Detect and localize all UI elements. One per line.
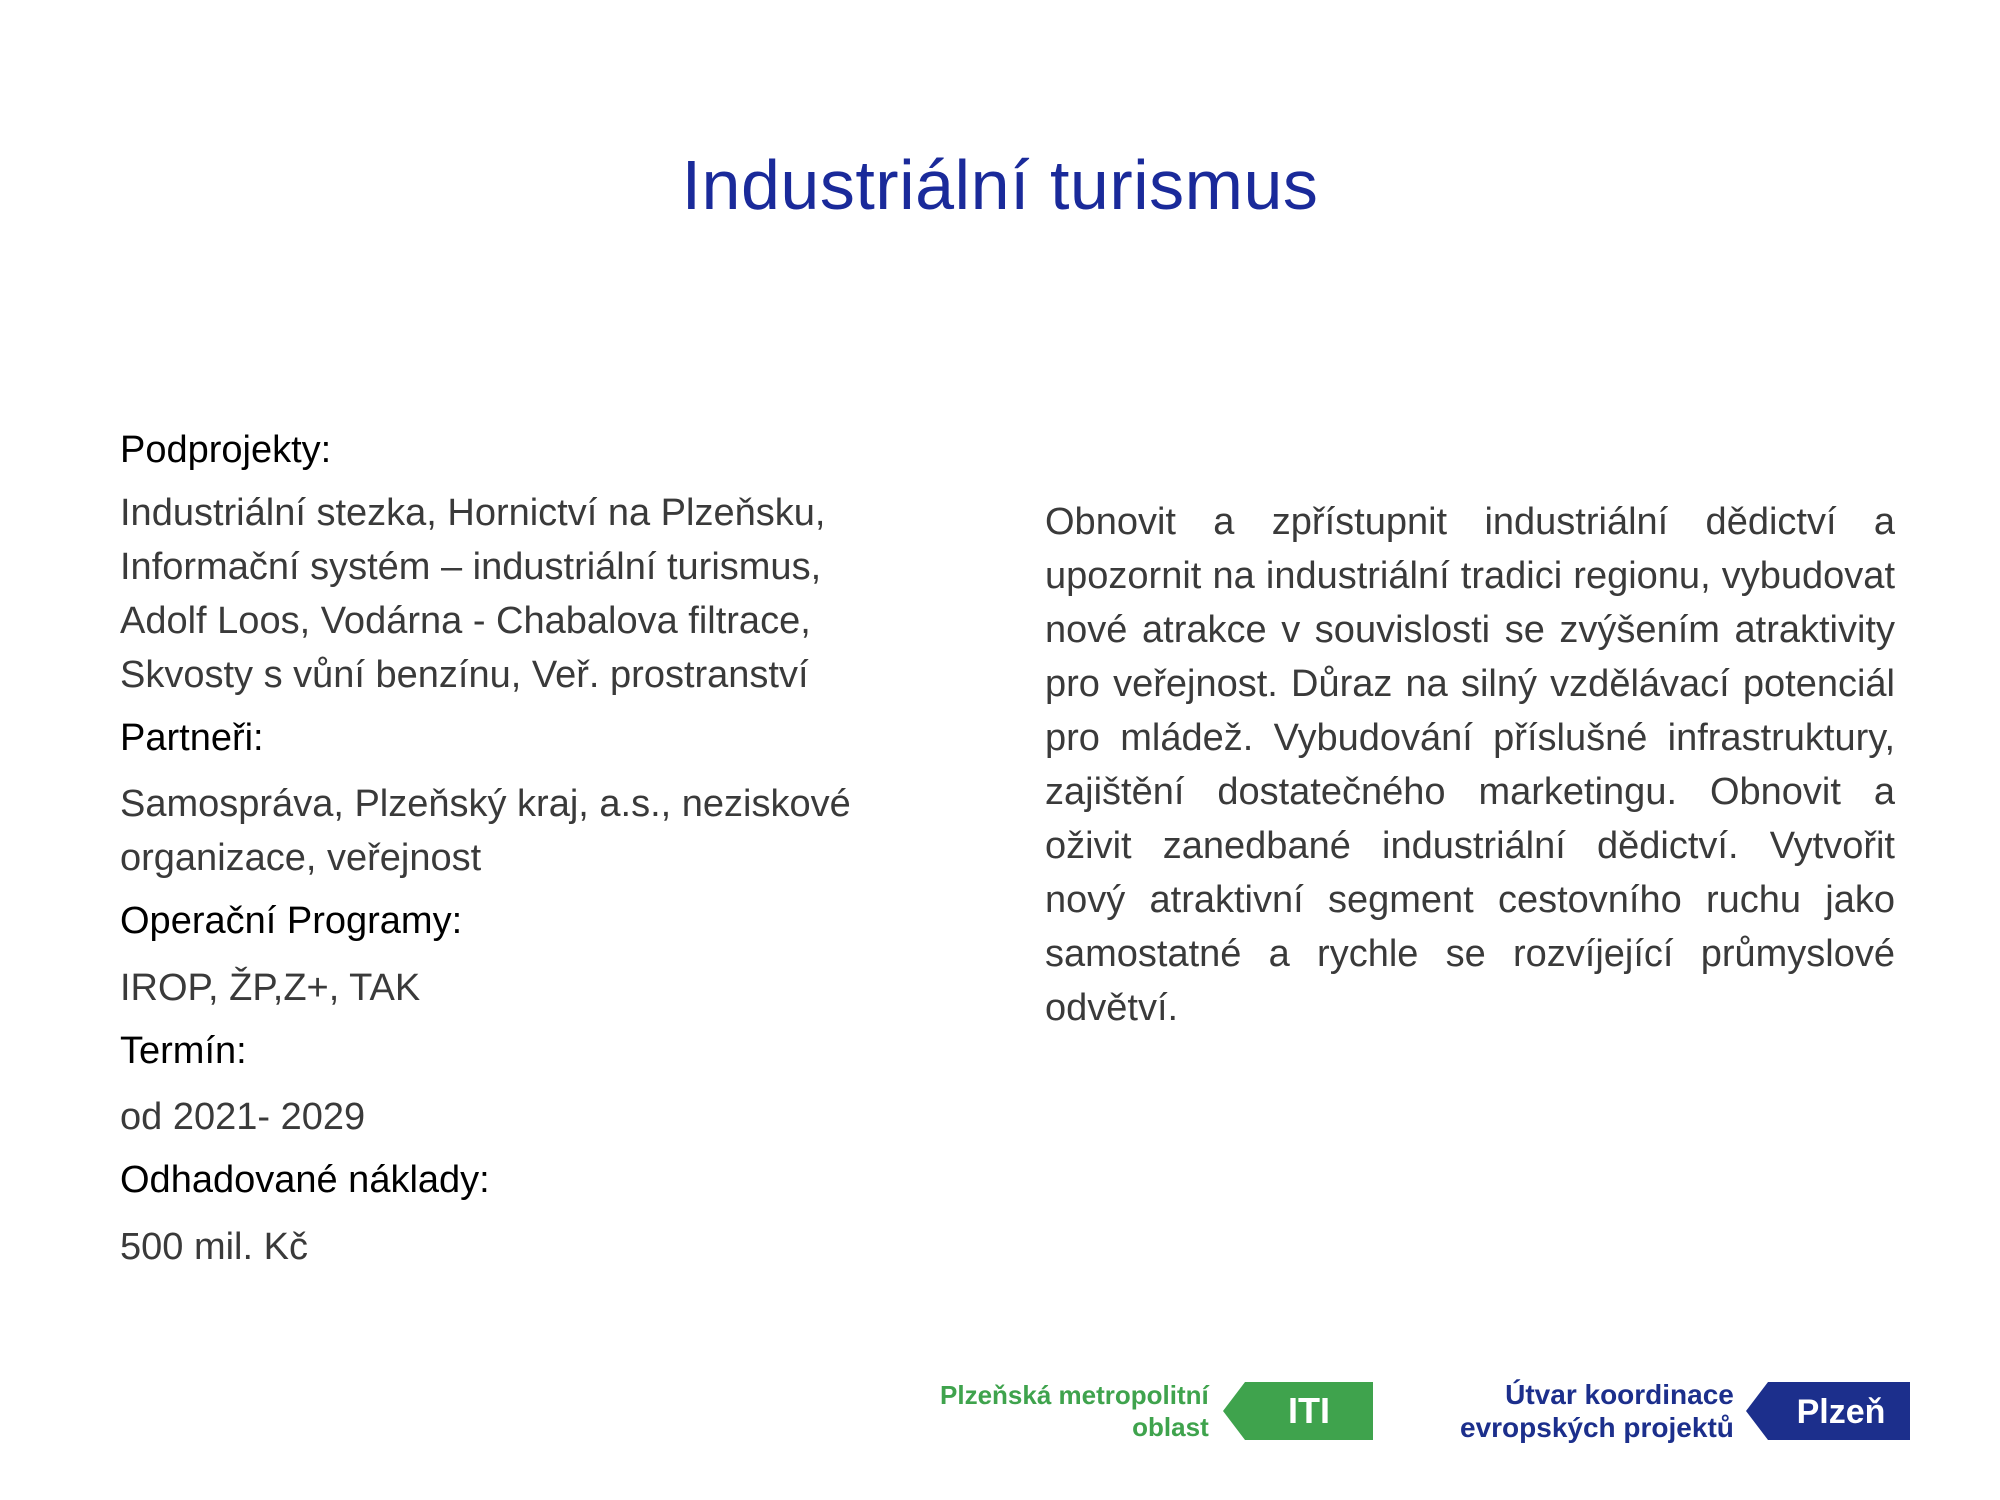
- naklady-value: 500 mil. Kč: [120, 1225, 308, 1268]
- podprojekty-line: Informační systém – industriální turismus,: [120, 545, 822, 588]
- plzen-logo-line2: evropských projektů: [1460, 1412, 1734, 1443]
- termin-heading: Termín:: [120, 1029, 247, 1072]
- plzen-badge-label: Plzeň: [1796, 1393, 1886, 1431]
- iti-logo-text: [940, 1379, 1209, 1443]
- plzen-logo-text: [1460, 1378, 1734, 1444]
- iti-badge-label: ITI: [1287, 1390, 1330, 1431]
- project-details: [120, 428, 940, 1288]
- naklady-heading: Odhadované náklady:: [120, 1159, 490, 1202]
- iti-logo: [940, 1380, 1373, 1442]
- iti-logo-line1: Plzeňská metropolitní: [940, 1380, 1209, 1410]
- podprojekty-line: Adolf Loos, Vodárna - Chabalova filtrace,: [120, 599, 811, 642]
- podprojekty-list: [120, 486, 940, 702]
- iti-logo-line2: oblast: [1132, 1412, 1209, 1442]
- plzen-logo: [1460, 1380, 1910, 1442]
- partneri-line: Samospráva, Plzeňský kraj, a.s., neziskové: [120, 783, 851, 826]
- podprojekty-heading: Podprojekty:: [120, 429, 332, 471]
- iti-badge-icon: [1223, 1382, 1373, 1440]
- op-value: IROP, ŽP,Z+, TAK: [120, 966, 421, 1009]
- plzen-badge-icon: [1746, 1382, 1910, 1440]
- plzen-logo-line1: Útvar koordinace: [1505, 1379, 1734, 1410]
- partneri-line: organizace, veřejnost: [120, 837, 482, 880]
- slide-title: Industriální turismus: [681, 146, 1319, 224]
- partneri-heading: Partneři:: [120, 716, 264, 759]
- project-description: Obnovit a zpřístupnit industriální dědictví a upozornit na industriální tradici regionu, vybudovat nové atrakce v souvislosti se zvýšením atraktivity pro veřejnost. Důraz na silný vzdělávací potenciál pro mládež. Vybudování příslušné infrastruktury, zajištění dostatečného marketingu. Obnovit a oživit zanedbané industriální dědictví. Vytvořit nový atraktivní segment cestovního ruchu jako samostatné a rychle se rozvíjející průmyslové odvětví.: [1045, 501, 1895, 1029]
- partneri-list: [120, 777, 940, 885]
- podprojekty-line: Industriální stezka, Hornictví na Plzeňsku,: [120, 491, 826, 534]
- podprojekty-line: Skvosty s vůní benzínu, Veř. prostranství: [120, 653, 809, 696]
- op-heading: Operační Programy:: [120, 900, 463, 943]
- termin-value: od 2021- 2029: [120, 1096, 366, 1139]
